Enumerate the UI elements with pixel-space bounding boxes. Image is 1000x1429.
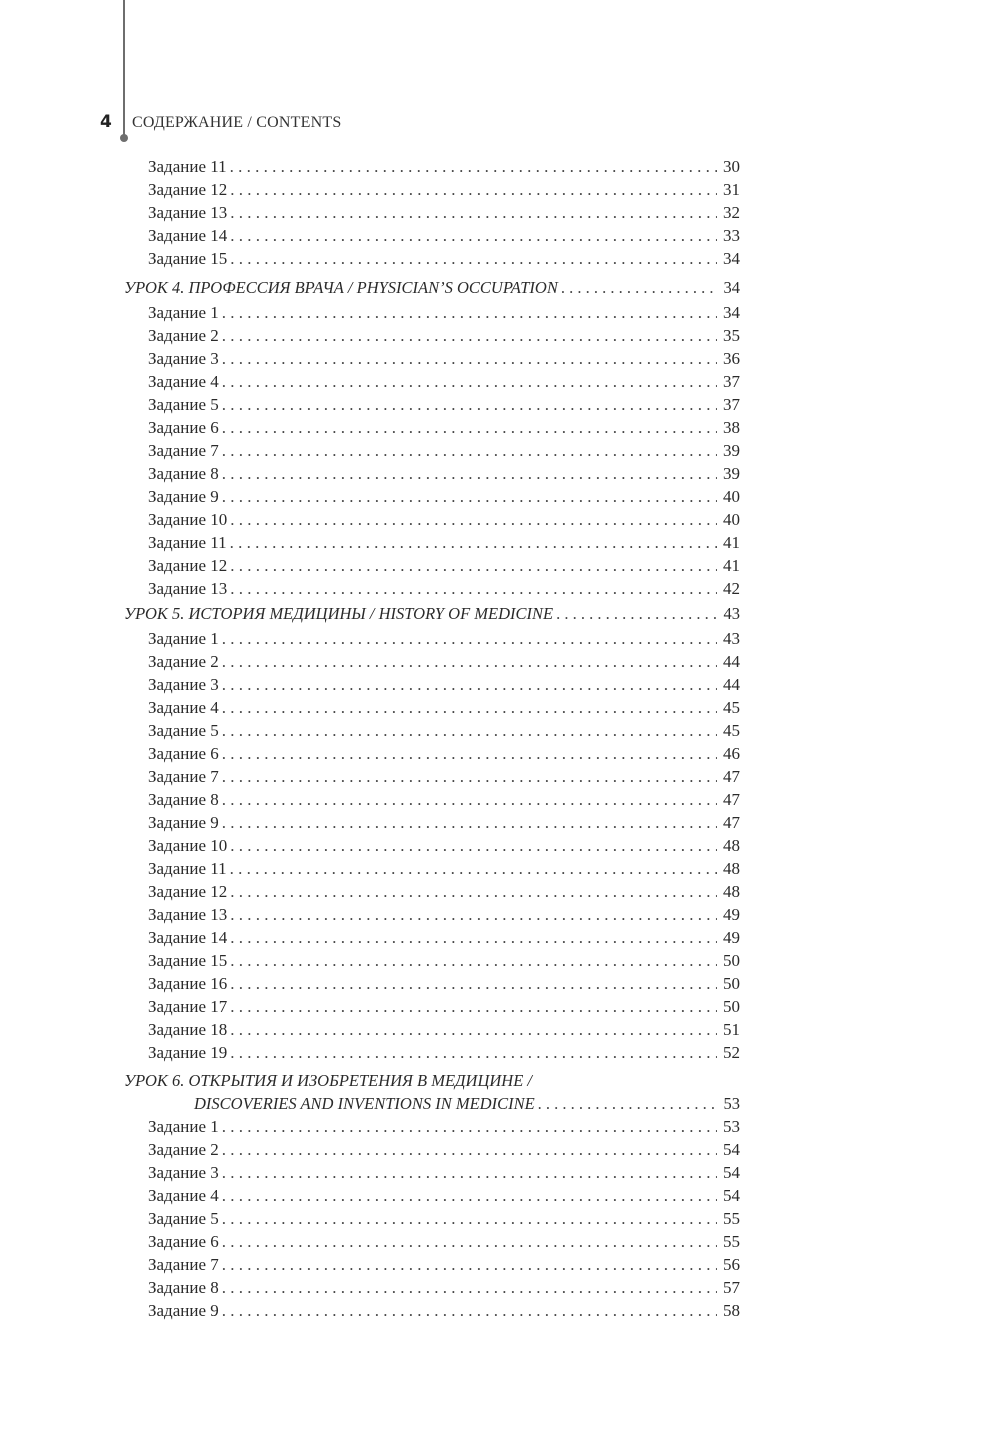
dot-leader <box>222 370 717 393</box>
task-label: Задание 10 <box>148 510 228 529</box>
task-label: Задание 9 <box>148 813 219 832</box>
dot-leader <box>230 857 717 880</box>
task-label: Задание 12 <box>148 882 228 901</box>
lesson-title: УРОК 5. ИСТОРИЯ МЕДИЦИНЫ / HISTORY OF MEDICINE <box>124 604 554 623</box>
dot-leader <box>230 554 717 577</box>
task-page: 55 <box>723 1209 740 1228</box>
dot-leader <box>230 577 717 600</box>
task-label: Задание 7 <box>148 441 219 460</box>
dot-leader <box>222 462 717 485</box>
task-page: 32 <box>723 203 740 222</box>
task-label: Задание 4 <box>148 372 219 391</box>
dot-leader <box>230 1018 717 1041</box>
rule-dot <box>120 134 128 142</box>
task-page: 39 <box>723 464 740 483</box>
task-page: 54 <box>723 1163 740 1182</box>
task-label: Задание 11 <box>148 157 227 176</box>
vertical-rule <box>123 0 125 137</box>
dot-leader <box>230 949 717 972</box>
task-page: 37 <box>723 395 740 414</box>
task-entry[interactable] <box>124 439 740 462</box>
task-label: Задание 4 <box>148 698 219 717</box>
dot-leader <box>222 1161 717 1184</box>
task-label: Задание 6 <box>148 418 219 437</box>
task-label: Задание 12 <box>148 556 228 575</box>
dot-leader <box>222 1207 717 1230</box>
task-page: 50 <box>723 974 740 993</box>
dot-leader <box>230 972 717 995</box>
task-label: Задание 3 <box>148 675 219 694</box>
task-entry[interactable] <box>124 1207 740 1230</box>
lesson-title: УРОК 4. ПРОФЕССИЯ ВРАЧА / PHYSICIAN’S OCCUPATION <box>124 278 558 297</box>
dot-leader <box>222 324 717 347</box>
task-page: 41 <box>723 556 740 575</box>
dot-leader <box>230 201 717 224</box>
task-label: Задание 9 <box>148 1301 219 1320</box>
dot-leader <box>230 178 717 201</box>
task-page: 46 <box>723 744 740 763</box>
task-label: Задание 11 <box>148 859 227 878</box>
task-label: Задание 6 <box>148 744 219 763</box>
task-entry[interactable] <box>124 324 740 347</box>
task-page: 40 <box>723 487 740 506</box>
dot-leader <box>222 742 717 765</box>
task-page: 55 <box>723 1232 740 1251</box>
task-page: 49 <box>723 928 740 947</box>
task-page: 53 <box>723 1117 740 1136</box>
task-page: 39 <box>723 441 740 460</box>
task-page: 47 <box>723 767 740 786</box>
dot-leader <box>222 485 717 508</box>
task-page: 40 <box>723 510 740 529</box>
task-page: 54 <box>723 1140 740 1159</box>
task-entry[interactable] <box>124 995 740 1018</box>
task-page: 35 <box>723 326 740 345</box>
task-label: Задание 5 <box>148 721 219 740</box>
task-page: 37 <box>723 372 740 391</box>
task-entry[interactable] <box>124 1018 740 1041</box>
task-entry[interactable] <box>124 834 740 857</box>
dot-leader <box>230 508 717 531</box>
task-entry[interactable] <box>124 1253 740 1276</box>
task-label: Задание 1 <box>148 303 219 322</box>
task-entry[interactable] <box>124 370 740 393</box>
dot-leader <box>222 788 717 811</box>
task-entry[interactable] <box>124 462 740 485</box>
lesson4-tasks <box>124 301 740 600</box>
task-page: 49 <box>723 905 740 924</box>
task-page: 31 <box>723 180 740 199</box>
task-label: Задание 16 <box>148 974 228 993</box>
task-label: Задание 6 <box>148 1232 219 1251</box>
task-label: Задание 2 <box>148 326 219 345</box>
dot-leader <box>230 926 717 949</box>
task-entry[interactable] <box>124 1276 740 1299</box>
lesson4-entry[interactable] <box>124 270 740 301</box>
task-page: 38 <box>723 418 740 437</box>
dot-leader <box>222 696 717 719</box>
task-label: Задание 7 <box>148 1255 219 1274</box>
dot-leader <box>222 1253 717 1276</box>
task-page: 47 <box>723 790 740 809</box>
task-page: 47 <box>723 813 740 832</box>
task-label: Задание 8 <box>148 1278 219 1297</box>
task-label: Задание 10 <box>148 836 228 855</box>
task-entry[interactable] <box>124 1161 740 1184</box>
dot-leader <box>222 719 717 742</box>
dot-leader <box>222 765 717 788</box>
dot-leader <box>222 1299 717 1322</box>
task-page: 34 <box>723 249 740 268</box>
dot-leader <box>230 1041 717 1064</box>
task-page: 58 <box>723 1301 740 1320</box>
task-label: Задание 15 <box>148 951 228 970</box>
task-page: 45 <box>723 698 740 717</box>
task-entry[interactable] <box>124 301 740 324</box>
task-entry[interactable] <box>124 416 740 439</box>
dot-leader <box>222 416 717 439</box>
dot-leader <box>222 1184 717 1207</box>
lesson5-tasks <box>124 627 740 1064</box>
dot-leader <box>222 811 717 834</box>
task-page: 44 <box>723 675 740 694</box>
task-page: 52 <box>723 1043 740 1062</box>
dot-leader <box>230 531 717 554</box>
task-label: Задание 13 <box>148 905 228 924</box>
task-label: Задание 8 <box>148 790 219 809</box>
task-entry[interactable] <box>124 224 740 247</box>
task-label: Задание 18 <box>148 1020 228 1039</box>
task-entry[interactable] <box>124 903 740 926</box>
lesson-page: 53 <box>723 1094 740 1113</box>
task-page: 51 <box>723 1020 740 1039</box>
task-page: 48 <box>723 882 740 901</box>
task-entry[interactable] <box>124 247 740 270</box>
task-label: Задание 13 <box>148 579 228 598</box>
task-entry[interactable] <box>124 765 740 788</box>
task-label: Задание 2 <box>148 1140 219 1159</box>
dot-leader <box>230 834 717 857</box>
task-label: Задание 14 <box>148 226 228 245</box>
lesson-page: 34 <box>723 278 740 297</box>
task-entry[interactable] <box>124 673 740 696</box>
dot-leader <box>230 224 717 247</box>
lesson-page: 43 <box>723 604 740 623</box>
task-entry[interactable] <box>124 508 740 531</box>
task-entry[interactable] <box>124 155 740 178</box>
dot-leader <box>561 274 717 301</box>
task-entry[interactable] <box>124 972 740 995</box>
task-entry[interactable] <box>124 719 740 742</box>
task-label: Задание 3 <box>148 349 219 368</box>
task-page: 56 <box>723 1255 740 1274</box>
dot-leader <box>222 439 717 462</box>
task-label: Задание 2 <box>148 652 219 671</box>
lesson5-entry[interactable] <box>124 600 740 627</box>
task-page: 30 <box>723 157 740 176</box>
task-entry[interactable] <box>124 178 740 201</box>
task-label: Задание 4 <box>148 1186 219 1205</box>
task-label: Задание 1 <box>148 629 219 648</box>
task-page: 48 <box>723 859 740 878</box>
dot-leader <box>222 393 717 416</box>
task-page: 48 <box>723 836 740 855</box>
lesson3-tasks <box>124 155 740 270</box>
dot-leader <box>222 627 717 650</box>
task-entry[interactable] <box>124 577 740 600</box>
task-entry[interactable] <box>124 627 740 650</box>
task-label: Задание 13 <box>148 203 228 222</box>
task-page: 41 <box>723 533 740 552</box>
task-entry[interactable] <box>124 880 740 903</box>
task-page: 45 <box>723 721 740 740</box>
dot-leader <box>222 347 717 370</box>
dot-leader <box>222 1276 717 1299</box>
task-page: 33 <box>723 226 740 245</box>
task-entry[interactable] <box>124 650 740 673</box>
lesson-title-line1: УРОК 6. ОТКРЫТИЯ И ИЗОБРЕТЕНИЯ В МЕДИЦИНЕ / <box>124 1071 533 1090</box>
dot-leader <box>222 1138 717 1161</box>
task-entry[interactable] <box>124 1184 740 1207</box>
task-label: Задание 8 <box>148 464 219 483</box>
task-entry[interactable] <box>124 347 740 370</box>
dot-leader <box>556 600 717 627</box>
task-entry[interactable] <box>124 1230 740 1253</box>
task-page: 50 <box>723 997 740 1016</box>
task-label: Задание 1 <box>148 1117 219 1136</box>
task-entry[interactable] <box>124 949 740 972</box>
task-page: 54 <box>723 1186 740 1205</box>
dot-leader <box>222 1115 717 1138</box>
dot-leader <box>538 1092 717 1115</box>
task-entry[interactable] <box>124 926 740 949</box>
task-label: Задание 15 <box>148 249 228 268</box>
task-page: 50 <box>723 951 740 970</box>
task-entry[interactable] <box>124 742 740 765</box>
dot-leader <box>222 301 717 324</box>
task-label: Задание 17 <box>148 997 228 1016</box>
dot-leader <box>230 903 717 926</box>
task-entry[interactable] <box>124 393 740 416</box>
dot-leader <box>222 1230 717 1253</box>
dot-leader <box>230 247 717 270</box>
task-entry[interactable] <box>124 1041 740 1064</box>
task-entry[interactable] <box>124 531 740 554</box>
task-entry[interactable] <box>124 788 740 811</box>
task-entry[interactable] <box>124 696 740 719</box>
page-number: 4 <box>100 112 112 132</box>
task-entry[interactable] <box>124 1299 740 1322</box>
task-page: 42 <box>723 579 740 598</box>
dot-leader <box>222 650 717 673</box>
task-entry[interactable] <box>124 1115 740 1138</box>
task-entry[interactable] <box>124 485 740 508</box>
task-page: 43 <box>723 629 740 648</box>
task-label: Задание 9 <box>148 487 219 506</box>
task-entry[interactable] <box>124 201 740 224</box>
lesson-title-line2: DISCOVERIES AND INVENTIONS IN MEDICINE <box>194 1094 535 1113</box>
dot-leader <box>230 155 717 178</box>
task-page: 36 <box>723 349 740 368</box>
lesson-title-line2-row <box>124 1092 740 1115</box>
task-label: Задание 19 <box>148 1043 228 1062</box>
task-page: 34 <box>723 303 740 322</box>
dot-leader <box>230 880 717 903</box>
task-entry[interactable] <box>124 857 740 880</box>
running-head: СОДЕРЖАНИЕ / CONTENTS <box>132 114 342 131</box>
task-label: Задание 3 <box>148 1163 219 1182</box>
table-of-contents <box>124 155 740 1322</box>
task-label: Задание 7 <box>148 767 219 786</box>
task-label: Задание 5 <box>148 1209 219 1228</box>
task-page: 44 <box>723 652 740 671</box>
dot-leader <box>230 995 717 1018</box>
task-entry[interactable] <box>124 811 740 834</box>
task-label: Задание 12 <box>148 180 228 199</box>
lesson6-tasks <box>124 1115 740 1322</box>
lesson6-entry[interactable] <box>124 1064 740 1115</box>
task-label: Задание 5 <box>148 395 219 414</box>
task-entry[interactable] <box>124 554 740 577</box>
task-label: Задание 14 <box>148 928 228 947</box>
task-page: 57 <box>723 1278 740 1297</box>
dot-leader <box>222 673 717 696</box>
task-entry[interactable] <box>124 1138 740 1161</box>
task-label: Задание 11 <box>148 533 227 552</box>
